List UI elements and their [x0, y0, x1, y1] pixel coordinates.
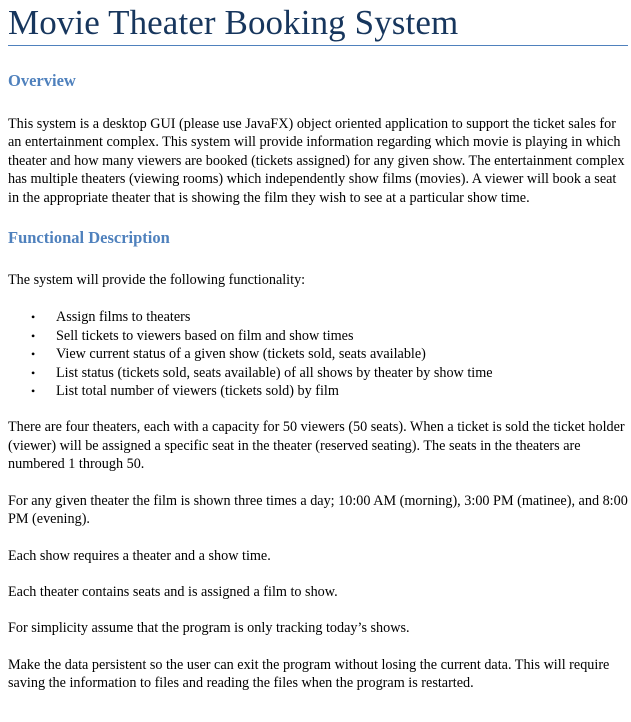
functional-intro-paragraph: The system will provide the following functionality: [8, 272, 306, 289]
simplicity-paragraph: For simplicity assume that the program is only tracking today’s shows. [8, 620, 410, 637]
list-item-text: List total number of viewers (tickets sold) by film [56, 383, 339, 400]
overview-heading: Overview [8, 71, 76, 90]
persistence-paragraph: Make the data persistent so the user can exit the program without losing the current data. This will require saving the information to files and reading the files when the program is restarted. [8, 656, 610, 692]
list-item-text: Assign films to theaters [56, 309, 191, 326]
overview-paragraph: This system is a desktop GUI (please use JavaFX) object oriented application to support the ticket sales for an entertainment complex. This system will provide information regarding which movie is playing in which theater and how many viewers are booked (tickets assigned) for any given show. The entertainment complex has multiple theaters (viewing rooms) which independently show films (movies). A viewer will book a seat in the appropriate theater that is showing the film they wish to see at a particular show time. [8, 116, 625, 206]
document-page [8, 0, 628, 693]
schedule-paragraph: For any given theater the film is shown three times a day; 10:00 AM (morning), 3:00 PM (matinee), and 8:00 PM (evening). [8, 492, 628, 528]
bullet-icon: • [31, 310, 36, 325]
list-item [8, 308, 628, 326]
theaters-paragraph: There are four theaters, each with a capacity for 50 viewers (50 seats). When a ticket is sold the ticket holder (viewer) will be assigned a specific seat in the theater (reserved seating). The seats in the theaters are numbered 1 through 50. [8, 419, 625, 473]
functional-description-heading: Functional Description [8, 228, 170, 248]
theater-seats-paragraph: Each theater contains seats and is assigned a film to show. [8, 583, 338, 600]
list-item-text: View current status of a given show (tickets sold, seats available) [56, 346, 426, 363]
functionality-list [8, 308, 628, 400]
bullet-icon: • [31, 365, 36, 380]
show-paragraph: Each show requires a theater and a show time. [8, 547, 271, 564]
title-underline-rule [8, 45, 628, 46]
list-item-text: List status (tickets sold, seats available) of all shows by theater by show time [56, 364, 493, 381]
list-item-text: Sell tickets to viewers based on film and show times [56, 327, 354, 344]
list-item [8, 382, 628, 400]
list-item [8, 364, 628, 382]
bullet-icon: • [31, 384, 36, 399]
list-item [8, 345, 628, 363]
document-title: Movie Theater Booking System [8, 3, 459, 42]
bullet-icon: • [31, 347, 36, 362]
bullet-icon: • [31, 328, 36, 343]
list-item [8, 327, 628, 345]
